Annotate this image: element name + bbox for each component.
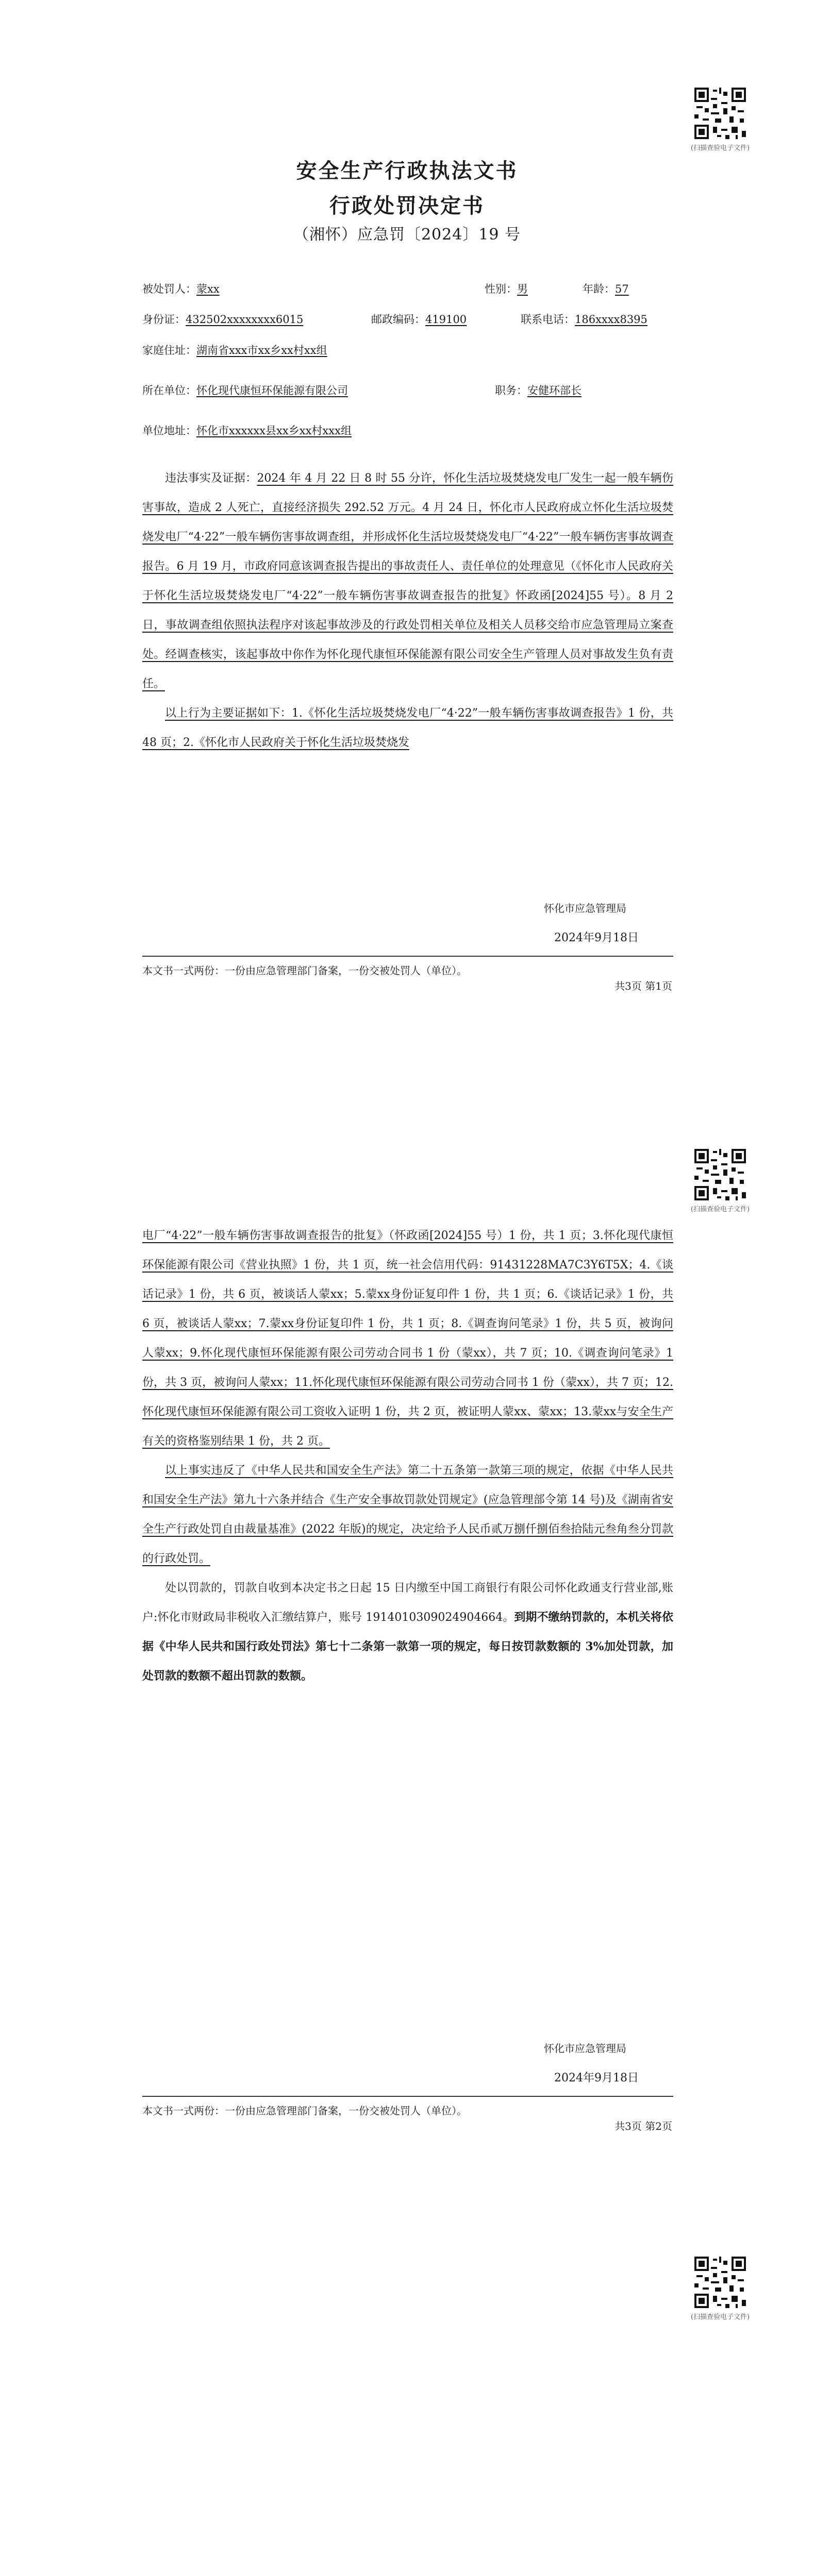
party-phone-row: 联系电话：186xxxx8395 <box>521 313 647 326</box>
footer-divider <box>142 956 673 957</box>
evidence-list-start: 以上行为主要证据如下：1.《怀化生活垃圾焚烧发电厂“4·22”一般车辆伤害事故调查报告》1 份，共 48 页；2.《怀化市人民政府关于怀化生活垃圾焚烧发 <box>142 707 673 749</box>
document-page-2 <box>0 1082 814 2205</box>
signature-date: 2024年9月18日 <box>554 931 639 944</box>
party-post-row: 职务：安健环部长 <box>495 382 630 398</box>
party-address: 怀化市xxxxxx县xx乡xx村xxx组 <box>196 425 352 437</box>
party-name-row: 被处罚人：蒙xx <box>142 281 464 296</box>
evidence-list-text: 电厂“4·22”一般车辆伤害事故调查报告的批复》（怀政函[2024]55 号）1 份，共 1 页；3.怀化现代康恒环保能源有限公司《营业执照》1 份，共 1 页，统一社会信用代码：91431228MA7C3Y6T5X；4.《谈话记录》1 份，共 6 页，被谈话人蒙xx；5.蒙xx身份证复印件 1 份，共 1 页；6.《谈话记录》1 份，共 6 页，被谈话人蒙xx；7.蒙xx身份证复印件 1 份，共 1 页；8.《调查询问笔录》1 份，共 5 页，被询问人蒙xx；9.怀化现代康恒环保能源有限公司劳动合同书 1 份（蒙xx），共 7 页；10.《调查询问笔录》1 份，共 3 页，被询问人蒙xx；11.怀化现代康恒环保能源有限公司劳动合同书 1 份（蒙xx），共 7 页；12.怀化现代康恒环保能源有限公司工资收入证明 1 份，共 2 页，被证明人蒙xx、蒙xx；13.蒙xx与安全生产有关的资格鉴别结果 1 份，共 2 页。 <box>142 1229 673 1448</box>
qr-caption: (扫描查验电子文件) <box>690 144 750 152</box>
document-number: （湘怀）应急罚〔2024〕19 号 <box>293 226 521 244</box>
party-age-row: 年龄：57 <box>583 281 646 296</box>
party-employer-row: 所在单位：怀化现代康恒环保能源有限公司 <box>142 382 444 398</box>
party-gender: 男 <box>517 283 528 295</box>
violation-facts: 违法事实及证据：2024 年 4 月 22 日 8 时 55 分许，怀化生活垃圾焚烧发电厂发生一起一般车辆伤害事故，造成 2 人死亡，直接经济损失 292.52 万元。4 月 24 日，怀化市人民政府成立怀化生活垃圾焚烧发电厂“4·22”一般车辆伤害事故调查组，并形成怀化生活垃圾焚烧发电厂“4·22”一般车辆伤害事故调查报告。6 月 19 月，市政府同意该调查报告提出的事故责任人、责任单位的处理意见（《怀化市人民政府关于怀化生活垃圾焚烧发电厂“4·22”一般车辆伤害事故调查报告的批复》怀政函[2024]55 号）。8 月 2 日，事故调查组依照执法程序对该起事故涉及的行政处罚相关单位及相关人员移交给市应急管理局立案查处。经调查核实，该起事故中你作为怀化现代康恒环保能源有限公司安全生产管理人员对事故发生负有责任。 以上行为主要证据如下：1.《怀化生活垃圾焚烧发电厂“4·22”一般车辆伤害事故调查报告》1 份，共 48 页；2.《怀化市人民政府关于怀化生活垃圾焚烧发 <box>142 464 673 757</box>
party-zip-row: 邮政编码：419100 <box>371 311 477 327</box>
party-age: 57 <box>615 283 629 295</box>
payment-instructions: 处以罚款的，罚款自收到本决定书之日起 15 日内缴至中国工商银行有限公司怀化政通支行营业部,账户:怀化市财政局非税收入汇缴结算户，账号 1914010309024904664。到期不缴纳罚款的，本机关将依据《中华人民共和国行政处罚法》第七十二条第一款第一项的规定，每日按罚款数额的 3%加处罚款，加处罚款的数额不超出罚款的数额。 <box>142 1582 673 1683</box>
qr-code-icon <box>694 1149 746 1200</box>
party-zip: 419100 <box>425 313 467 326</box>
evidence-list <box>142 1221 673 1691</box>
party-employer: 怀化现代康恒环保能源有限公司 <box>196 384 348 397</box>
document-subtitle: 行政处罚决定书 <box>329 194 485 218</box>
document-page-1 <box>0 0 814 1082</box>
signature-org: 怀化市应急管理局 <box>544 2042 626 2055</box>
footer-divider <box>142 2096 673 2097</box>
legal-basis: 以上事实违反了《中华人民共和国安全生产法》第二十五条第一款第三项的规定，依据《中华人民共和国安全生产法》第九十六条并结合《生产安全事故罚款处罚规定》(应急管理部令第 14 号)及《湖南省安全生产行政处罚自由裁量基准》(2022 年版)的规定，决定给予人民币贰万捌仟捌佰叁拾陆元叁角叁分罚款的行政处罚。 <box>142 1464 673 1565</box>
party-address-row: 单位地址：怀化市xxxxxx县xx乡xx村xxx组 <box>142 422 501 438</box>
party-name: 蒙xx <box>196 283 220 295</box>
party-phone: 186xxxx8395 <box>575 313 647 326</box>
party-home-row: 家庭住址：湖南省xxx市xx乡xx村xx组 <box>142 342 418 358</box>
party-home: 湖南省xxx市xx乡xx村xx组 <box>196 344 327 357</box>
qr-code-icon <box>694 88 746 139</box>
party-id-row: 身份证：432502xxxxxxxx6015 <box>142 313 304 326</box>
page-number: 共3页 第1页 <box>614 980 672 992</box>
document-title: 安全生产行政执法文书 <box>296 159 518 183</box>
document-page-3 <box>0 2205 814 2576</box>
party-gender-row: 性别：男 <box>485 281 548 296</box>
signature-date: 2024年9月18日 <box>554 2072 639 2084</box>
violation-facts-text: 2024 年 4 月 22 日 8 时 55 分许，怀化生活垃圾焚烧发电厂发生一起一般车辆伤害事故，造成 2 人死亡，直接经济损失 292.52 万元。4 月 24 日，怀化市人民政府成立怀化生活垃圾焚烧发电厂“4·22”一般车辆伤害事故调查组，并形成怀化生活垃圾焚烧发电厂“4·22”一般车辆伤害事故调查报告。6 月 19 月，市政府同意该调查报告提出的事故责任人、责任单位的处理意见（《怀化市人民政府关于怀化生活垃圾焚烧发电厂“4·22”一般车辆伤害事故调查报告的批复》怀政函[2024]55 号）。8 月 2 日，事故调查组依照执法程序对该起事故涉及的行政处罚相关单位及相关人员移交给市应急管理局立案查处。经调查核实，该起事故中你作为怀化现代康恒环保能源有限公司安全生产管理人员对事故发生负有责任。 <box>142 472 673 690</box>
signature-org: 怀化市应急管理局 <box>544 902 626 914</box>
footnote: 本文书一式两份：一份由应急管理部门备案，一份交被处罚人（单位）。 <box>142 964 467 977</box>
qr-caption: (扫描查验电子文件) <box>690 2313 750 2321</box>
party-id: 432502xxxxxxxx6015 <box>186 313 304 326</box>
footnote: 本文书一式两份：一份由应急管理部门备案，一份交被处罚人（单位）。 <box>142 2105 467 2117</box>
qr-code-icon <box>694 2257 746 2308</box>
party-post: 安健环部长 <box>527 384 582 397</box>
page-number: 共3页 第2页 <box>614 2120 672 2132</box>
qr-caption: (扫描查验电子文件) <box>690 1206 750 1213</box>
